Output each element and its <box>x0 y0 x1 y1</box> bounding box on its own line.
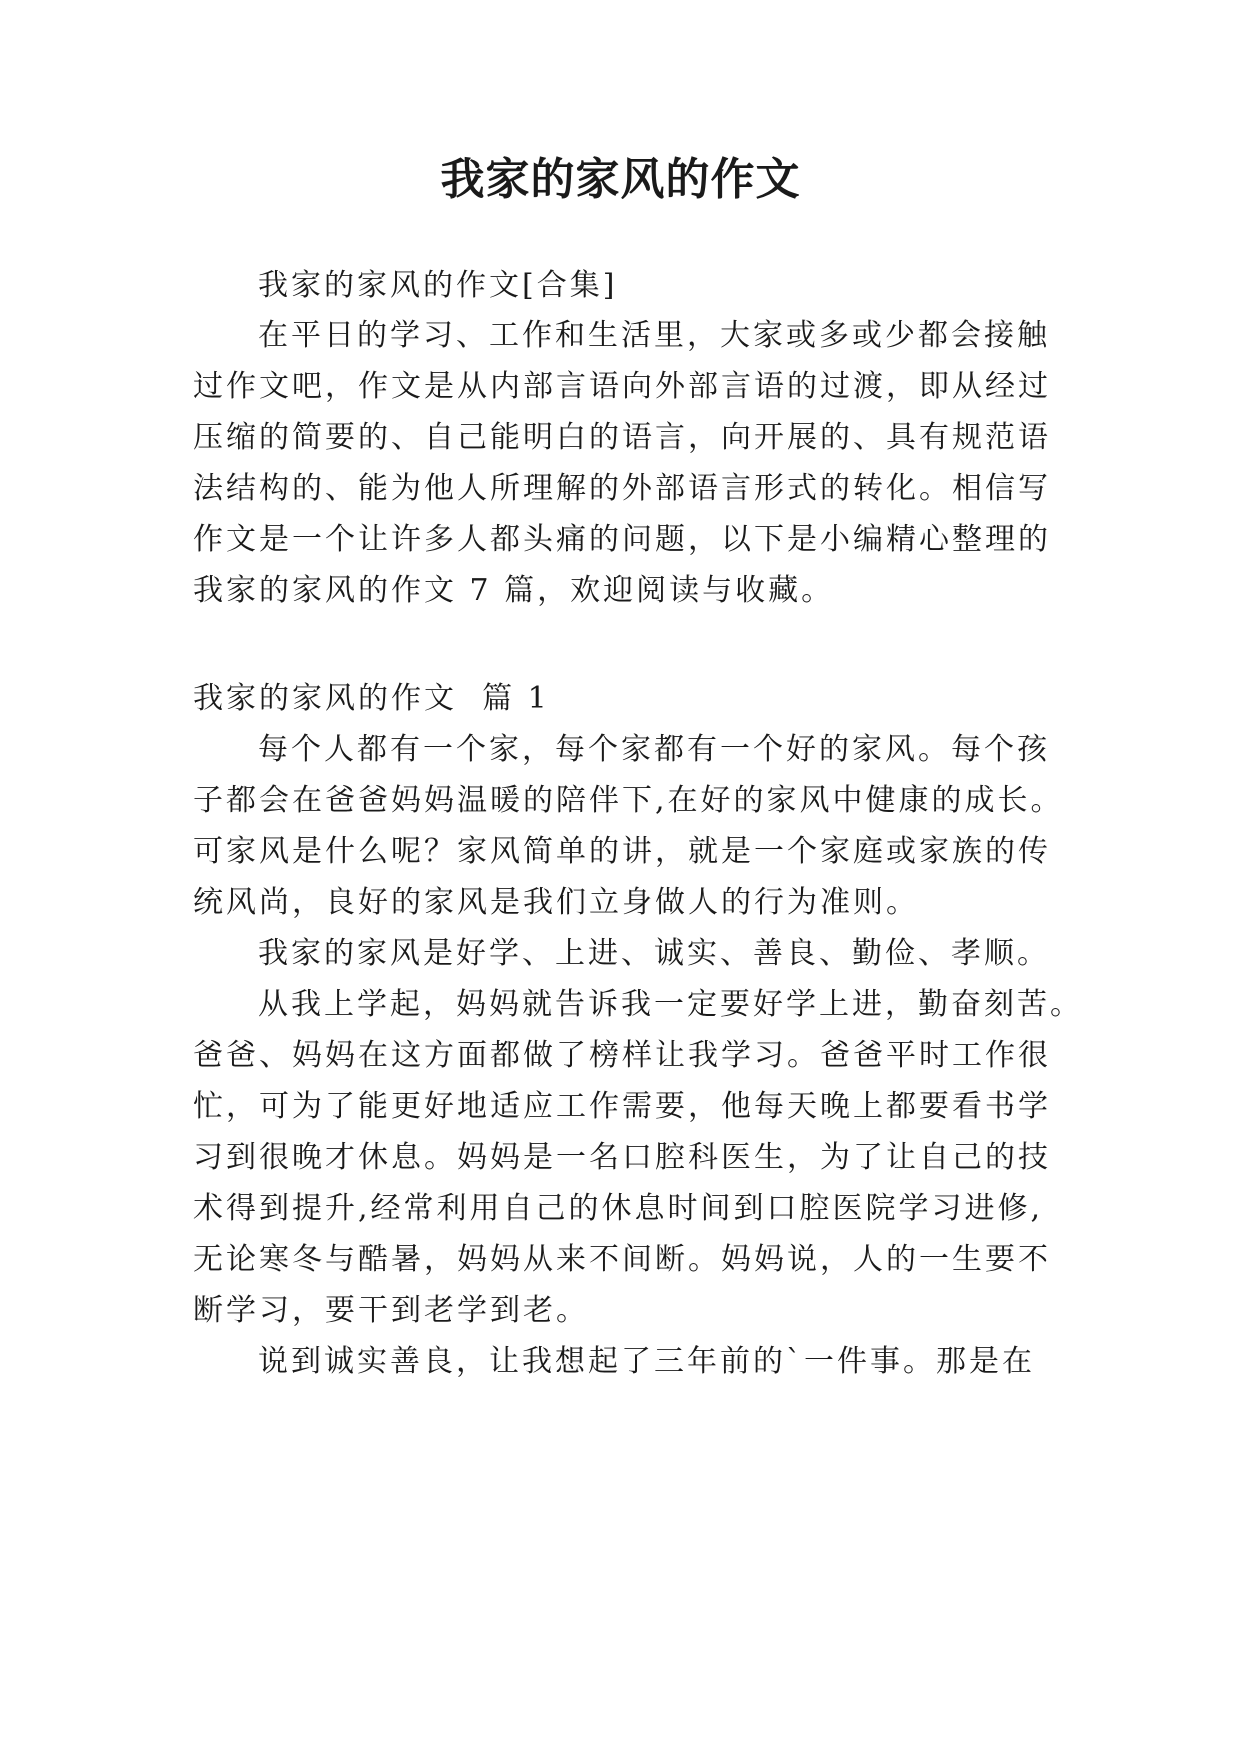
body-line: 统风尚，良好的家风是我们立身做人的行为准则。 <box>193 885 919 920</box>
body-line: 说到诚实善良，让我想起了三年前的`一件事。那是在 <box>258 1344 1035 1379</box>
body-line: 无论寒冬与酷暑，妈妈从来不间断。妈妈说，人的一生要不 <box>193 1242 1051 1277</box>
intro-line: 在平日的学习、工作和生活里，大家或多或少都会接触 <box>258 318 1050 353</box>
body-line: 我家的家风是好学、上进、诚实、善良、勤俭、孝顺。 <box>258 936 1050 971</box>
body-line: 断学习，要干到老学到老。 <box>193 1293 589 1328</box>
document-subtitle: 我家的家风的作文[合集] <box>258 268 618 303</box>
section-heading: 我家的家风的作文 篇 1 <box>193 681 550 716</box>
body-line: 忙，可为了能更好地适应工作需要，他每天晚上都要看书学 <box>193 1089 1051 1124</box>
intro-line: 过作文吧，作文是从内部言语向外部言语的过渡，即从经过 <box>193 369 1051 404</box>
intro-line: 压缩的简要的、自己能明白的语言，向开展的、具有规范语 <box>193 420 1051 455</box>
body-line: 习到很晚才休息。妈妈是一名口腔科医生，为了让自己的技 <box>193 1140 1051 1175</box>
intro-line: 我家的家风的作文 7 篇，欢迎阅读与收藏。 <box>193 573 835 608</box>
body-line: 可家风是什么呢？家风简单的讲，就是一个家庭或家族的传 <box>193 834 1051 869</box>
body-line: 子都会在爸爸妈妈温暖的陪伴下,在好的家风中健康的成长。 <box>193 783 1064 818</box>
body-line: 每个人都有一个家，每个家都有一个好的家风。每个孩 <box>258 732 1050 767</box>
body-line: 从我上学起，妈妈就告诉我一定要好学上进，勤奋刻苦。 <box>258 987 1083 1022</box>
body-line: 爸爸、妈妈在这方面都做了榜样让我学习。爸爸平时工作很 <box>193 1038 1051 1073</box>
body-line: 术得到提升,经常利用自己的休息时间到口腔医院学习进修, <box>193 1191 1044 1226</box>
intro-line: 作文是一个让许多人都头痛的问题，以下是小编精心整理的 <box>193 522 1051 557</box>
document-title: 我家的家风的作文 <box>440 154 801 205</box>
intro-line: 法结构的、能为他人所理解的外部语言形式的转化。相信写 <box>193 471 1051 506</box>
